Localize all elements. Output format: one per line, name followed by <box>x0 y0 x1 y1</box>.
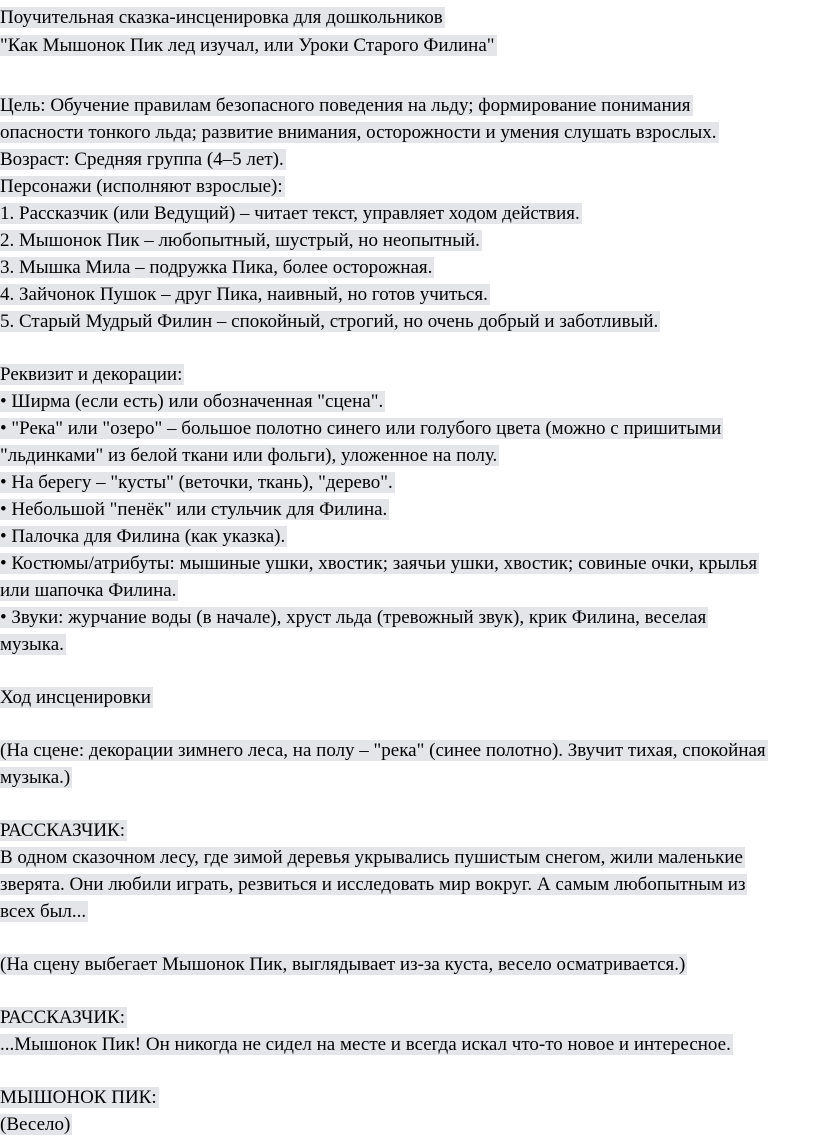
stage-note-line: (На сцене: декорации зимнего леса, на полу – "река" (синее полотно). Звучит тихая, спокойная <box>0 740 766 761</box>
course-heading: Ход инсценировки <box>0 687 151 708</box>
narrator-text-line: ...Мышонок Пик! Он никогда не сидел на месте и всегда искал что-то новое и интересное. <box>0 1034 731 1055</box>
narrator-text-line: зверята. Они любили играть, резвиться и исследовать мир вокруг. А самым любопытным из <box>0 874 746 895</box>
stage-note-line: (На сцену выбегает Мышонок Пик, выглядывает из-за куста, весело осматривается.) <box>0 954 686 975</box>
document-title-line1: Поучительная сказка-инсценировка для дошкольников <box>0 7 443 28</box>
character-item: 4. Зайчонок Пушок – друг Пика, наивный, но готов учиться. <box>0 284 488 305</box>
narrator-label: РАССКАЗЧИК: <box>0 1007 125 1028</box>
narrator-text-line: В одном сказочном лесу, где зимой деревья укрывались пушистым снегом, жили маленькие <box>0 847 743 868</box>
props-item: • Небольшой "пенёк" или стульчик для Филина. <box>0 499 388 520</box>
character-item: 5. Старый Мудрый Филин – спокойный, строгий, но очень добрый и заботливый. <box>0 311 659 332</box>
props-item: • На берегу – "кусты" (веточки, ткань), "дерево". <box>0 472 393 493</box>
narrator-text-line: всех был... <box>0 901 87 922</box>
props-item: • Звуки: журчание воды (в начале), хруст льда (тревожный звук), крик Филина, веселая <box>0 607 707 628</box>
character-item: 1. Рассказчик (или Ведущий) – читает текст, управляет ходом действия. <box>0 203 580 224</box>
props-heading: Реквизит и декорации: <box>0 364 183 385</box>
props-item: музыка. <box>0 634 64 655</box>
mouse-label: МЫШОНОК ПИК: <box>0 1087 157 1108</box>
character-item: 3. Мышка Мила – подружка Пика, более осторожная. <box>0 257 433 278</box>
props-item: или шапочка Филина. <box>0 580 177 601</box>
age-line: Возраст: Средняя группа (4–5 лет). <box>0 149 284 170</box>
props-item: "льдинками" из белой ткани или фольги), уложенное на полу. <box>0 445 498 466</box>
goal-line2: опасности тонкого льда; развитие внимания, осторожности и умения слушать взрослых. <box>0 122 717 143</box>
props-item: • Ширма (если есть) или обозначенная "сцена". <box>0 391 384 412</box>
mouse-text: (Весело) <box>0 1114 71 1135</box>
stage-note-line: музыка.) <box>0 767 71 788</box>
goal-line1: Цель: Обучение правилам безопасного поведения на льду; формирование понимания <box>0 95 691 116</box>
props-item: • Костюмы/атрибуты: мышиные ушки, хвостик; заячьи ушки, хвостик; совиные очки, крылья <box>0 553 758 574</box>
props-item: • "Река" или "озеро" – большое полотно синего или голубого цвета (можно с пришитыми <box>0 418 722 439</box>
props-item: • Палочка для Филина (как указка). <box>0 526 286 547</box>
character-item: 2. Мышонок Пик – любопытный, шустрый, но неопытный. <box>0 230 480 251</box>
characters-heading: Персонажи (исполняют взрослые): <box>0 176 283 197</box>
narrator-label: РАССКАЗЧИК: <box>0 820 125 841</box>
document-title-line2: "Как Мышонок Пик лед изучал, или Уроки Старого Филина" <box>0 35 495 56</box>
